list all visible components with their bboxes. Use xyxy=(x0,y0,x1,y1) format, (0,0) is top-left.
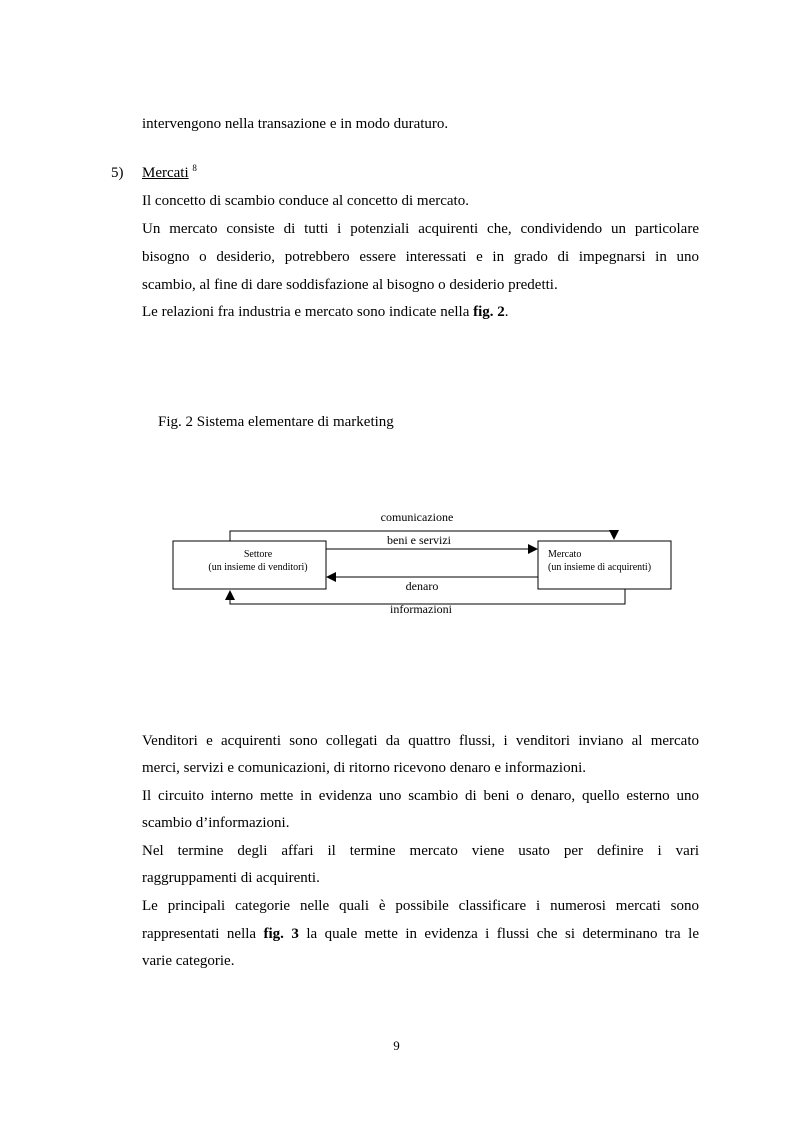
last-line: varie categorie. xyxy=(142,953,235,969)
footnote-ref: 8 xyxy=(192,163,197,173)
fig3-line xyxy=(142,924,699,944)
seller-box-subtitle: (un insieme di venditori) xyxy=(208,562,308,573)
market-box-title: Mercato xyxy=(548,549,582,560)
fig3-text-after: la quale mette in evidenza i flussi che si determinano tra le xyxy=(298,926,699,942)
para2-line-6: raggruppamenti di acquirenti. xyxy=(142,870,320,886)
section-number: 5) xyxy=(111,165,124,181)
money-label: denaro xyxy=(405,579,439,593)
information-label: informazioni xyxy=(390,602,452,616)
goods-label: beni e servizi xyxy=(387,533,451,547)
para2-line-5: Nel termine degli affari il termine mercato viene usato per definire i vari xyxy=(142,843,699,859)
para1-line-2: Un mercato consiste di tutti i potenziali acquirenti che, condividendo un particolare xyxy=(142,221,699,237)
para2-line-1: Venditori e acquirenti sono collegati da quattro flussi, i venditori inviano al mercato xyxy=(142,733,699,749)
communication-label: comunicazione xyxy=(380,510,454,524)
section-title: Mercati xyxy=(142,165,189,181)
fig3-ref: fig. 3 xyxy=(263,926,299,942)
seller-box-title: Settore xyxy=(243,549,273,560)
figure-caption: Fig. 2 Sistema elementare di marketing xyxy=(158,414,394,430)
relations-end: . xyxy=(504,304,509,320)
para1-line-3: bisogno o desiderio, potrebbero essere interessati e in grado di impegnarsi in uno xyxy=(142,249,699,265)
para1-line-4: scambio, al fine di dare soddisfazione al bisogno o desiderio predetti. xyxy=(142,277,558,293)
para2-line-7: Le principali categorie nelle quali è possibile classificare i numerosi mercati sono xyxy=(142,898,699,914)
para1-line-1: Il concetto di scambio conduce al concetto di mercato. xyxy=(142,193,469,209)
fig3-text-before: rappresentati nella xyxy=(142,926,264,942)
para2-line-3: Il circuito interno mette in evidenza uno scambio di beni o denaro, quello esterno uno xyxy=(142,788,699,804)
market-box-subtitle: (un insieme di acquirenti) xyxy=(548,562,652,573)
intro-line: intervengono nella transazione e in modo duraturo. xyxy=(142,116,449,132)
relations-text: Le relazioni fra industria e mercato sono indicate nella xyxy=(142,304,474,320)
fig2-ref: fig. 2 xyxy=(473,304,505,320)
page-number: 9 xyxy=(393,1038,400,1053)
para2-line-2: merci, servizi e comunicazioni, di ritorno ricevono denaro e informazioni. xyxy=(142,760,587,776)
para2-line-4: scambio d’informazioni. xyxy=(142,815,290,831)
